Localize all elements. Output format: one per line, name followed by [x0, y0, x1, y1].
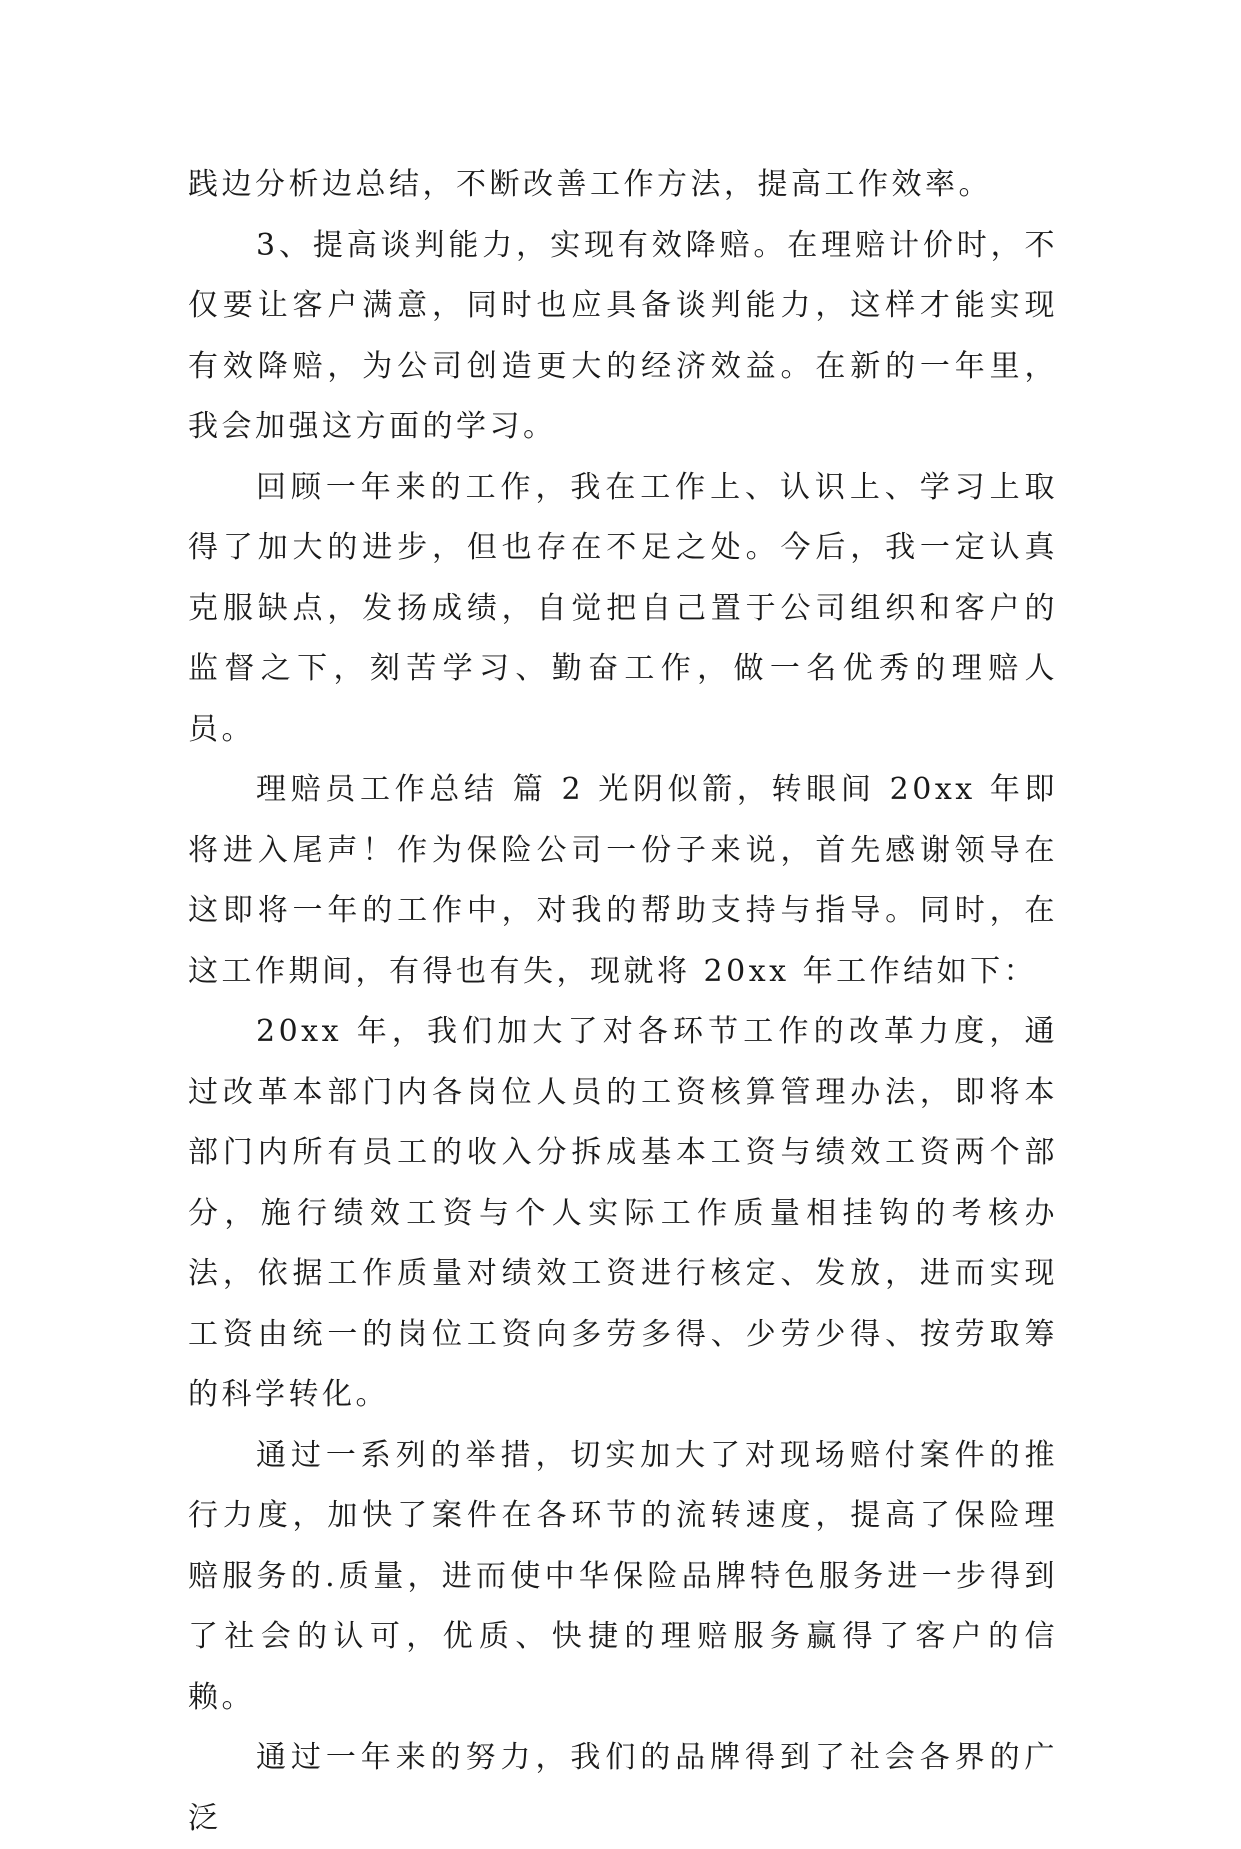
- paragraph-section-2-intro: 理赔员工作总结 篇 2 光阴似箭，转眼间 20xx 年即将进入尾声！作为保险公司一份子来说，首先感谢领导在这即将一年的工作中，对我的帮助支持与指导。同时，在这工作期间，有得也有失，现就将 20xx 年工作结如下：: [188, 772, 1058, 989]
- paragraph-negotiation: 3、提高谈判能力，实现有效降赔。在理赔计价时，不仅要让客户满意，同时也应具备谈判能力，这样才能实现有效降赔，为公司创造更大的经济效益。在新的一年里，我会加强这方面的学习。: [188, 227, 1058, 444]
- paragraph-review: 回顾一年来的工作，我在工作上、认识上、学习上取得了加大的进步，但也存在不足之处。今后，我一定认真克服缺点，发扬成绩，自觉把自己置于公司组织和客户的监督之下，刻苦学习、勤奋工作，做一名优秀的理赔人员。: [188, 469, 1058, 747]
- document-body: [188, 155, 1058, 1849]
- paragraph-measures: 通过一系列的举措，切实加大了对现场赔付案件的推行力度，加快了案件在各环节的流转速度，提高了保险理赔服务的.质量，进而使中华保险品牌特色服务进一步得到了社会的认可，优质、快捷的理赔服务赢得了客户的信赖。: [188, 1437, 1058, 1715]
- paragraph-reform: 20xx 年，我们加大了对各环节工作的改革力度，通过改革本部门内各岗位人员的工资核算管理办法，即将本部门内所有员工的收入分拆成基本工资与绩效工资两个部分，施行绩效工资与个人实际工作质量相挂钩的考核办法，依据工作质量对绩效工资进行核定、发放，进而实现工资由统一的岗位工资向多劳多得、少劳少得、按劳取筹的科学转化。: [188, 1014, 1058, 1412]
- paragraph-continuation: 践边分析边总结，不断改善工作方法，提高工作效率。: [188, 167, 992, 202]
- paragraph-brand: 通过一年来的努力，我们的品牌得到了社会各界的广泛: [188, 1740, 1058, 1836]
